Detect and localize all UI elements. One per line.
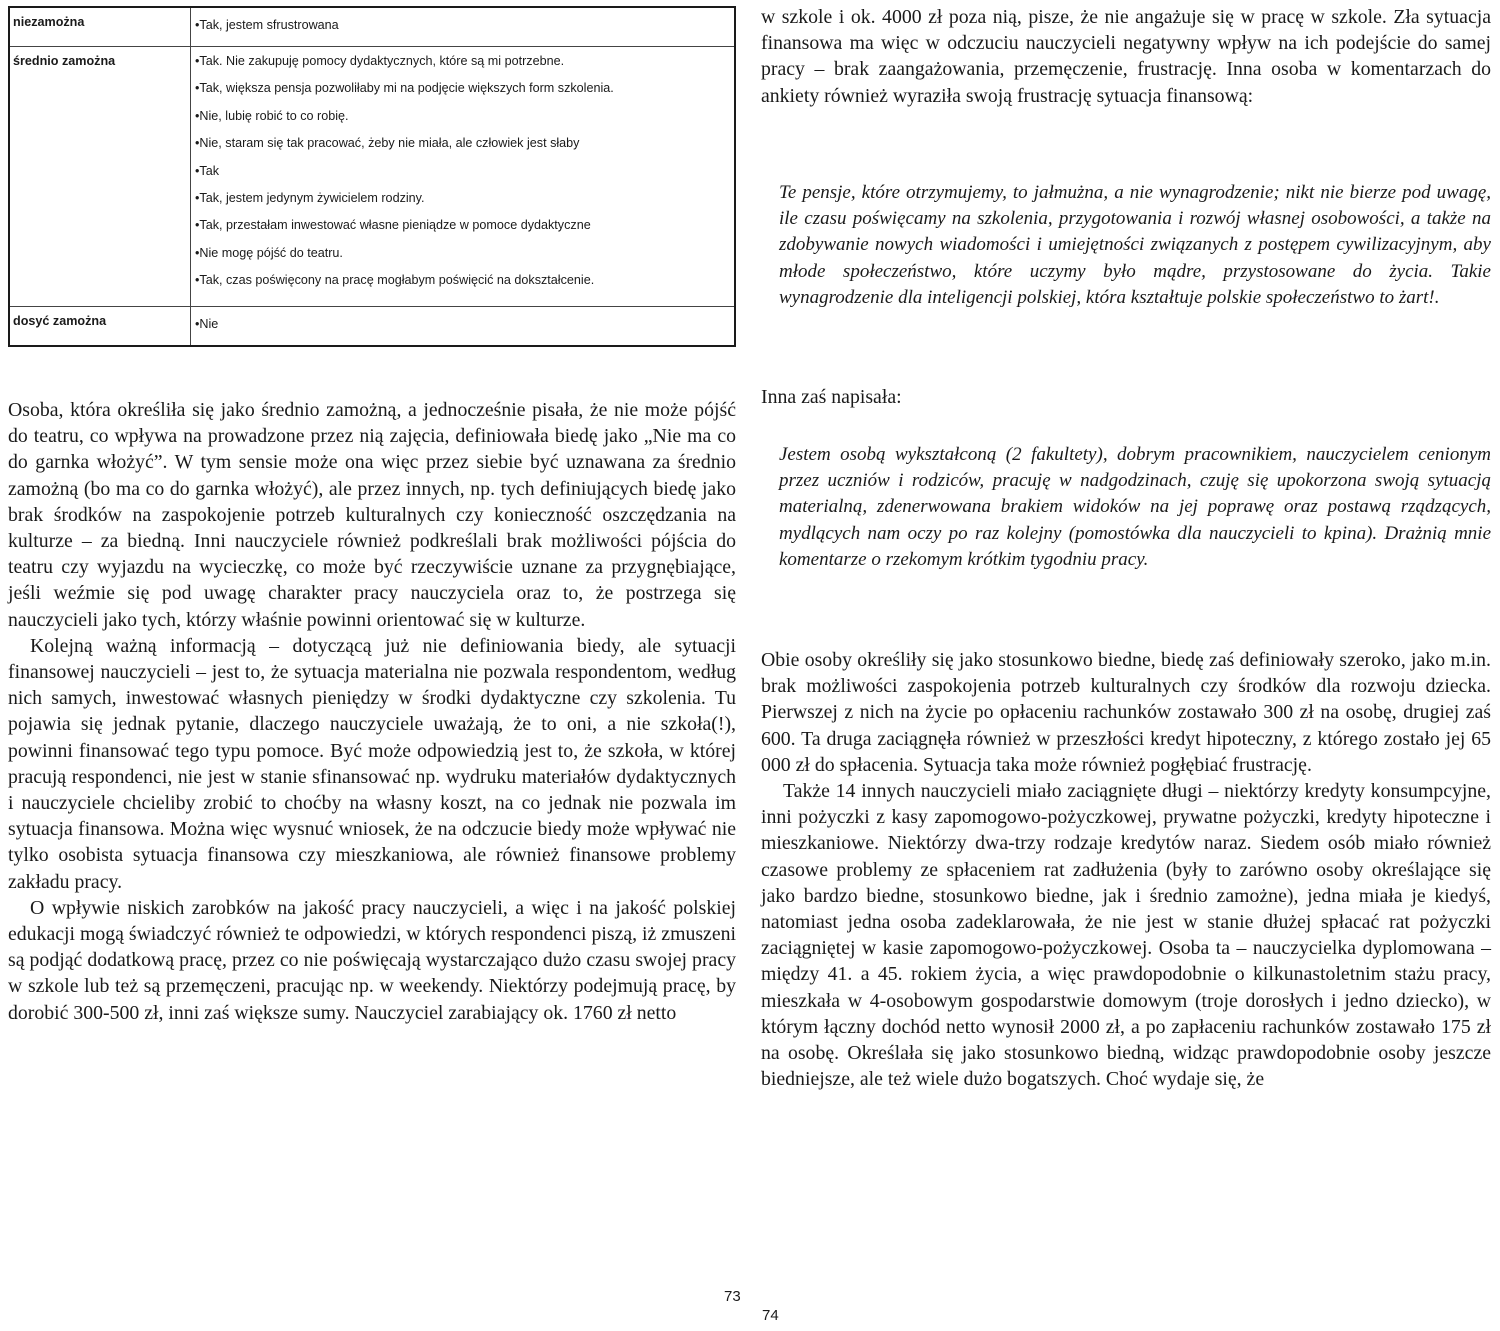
paragraph-text: O wpływie niskich zarobków na jakość pracy nauczycieli, a więc i na jakość polskiej edukacji mogą świadczyć również te odpowiedzi, w których respondenci piszą, iż zmuszeni są podjąć dodatkową pracę, przez co nie poświęcają wystarczająco dużo czasu swojej pracy w szkole lub też są przemęczeni, pracując np. w weekendy. Niektórzy podejmują pracę, by dorobić 300-500 zł, inni zaś większe sumy. Nauczyciel zarabiający ok. 1760 zł netto bbox=[8, 896, 736, 1024]
table-row bbox=[9, 47, 735, 307]
answers-cell bbox=[191, 47, 736, 307]
paragraph: Osoba, która określiła się jako średnio zamożną, a jednocześnie pisała, że nie może pójść do teatru, co wpływa na prowadzone przez nią zajęcia, definiowała biedę jako „Nie ma co do garnka włożyć”. W tym sensie może ona więc przez siebie być uznawana za średnio zamożną (bo ma co do garnka włożyć), ale przez innych, np. tych definiujących biedę jako brak środków na zaspokojenie potrzeb kulturalnych czy konieczność oszczędzania na kulturze – za biedną. Inni nauczyciele również podkreślali brak możliwości pójścia do teatru czy wyjazdu na wycieczkę, co może być rzeczywiście uznane za przygnębiające, jeśli weźmie się pod uwagę charakter pracy nauczyciela oraz to, że postrzega się nauczycieli jako tych, którzy właśnie powinni orientować się w kulturze. bbox=[8, 399, 736, 631]
paragraph-text: Kolejną ważną informacją – dotyczącą już nie definiowania biedy, ale sytuacji finansowej nauczycieli – jest to, że sytuacja materialna nie pozwala respondentom, według nich samych, inwestować własnych pieniędzy w środki dydaktyczne czy szkolenia. Tu pojawia się jednak pytanie, dlaczego nauczyciele uważają, że to oni, a nie szkoła(!), powinni finansować tego typu pomoce. Być może odpowiedzią jest to, że szkoła, w której pracują respondenci, nie jest w stanie sfinansować np. wydruku materiałów dydaktycznych i nauczyciele chcieliby zrobić to choćby na własny koszt, na co jednak nie pozwala im sytuacja finansowa. Można więc wysnuć wniosek, że na odczucie biedy może wpływać nie tylko osobista sytuacja finansowa czy mieszkaniowa, ale również finansowe problemy zakładu pracy. bbox=[8, 634, 736, 893]
answers-cell bbox=[191, 7, 736, 47]
category-cell: niezamożna bbox=[9, 7, 191, 47]
paragraph bbox=[761, 778, 1491, 1092]
right-page bbox=[761, 0, 1491, 1331]
quote-text: Jestem osobą wykształconą (2 fakultety), dobrym pracownikiem, nauczycielem cenionym przez uczniów i rodziców, pracuję w nadgodzinach, czuję się upokorzona swoją sytuacją materialną, zdenerwowana brakiem widoków na jej poprawę oraz postawą rządzących, mydlących nam oczy po raz kolejny (pomostówka dla nauczycieli to kpina). Drażnią mnie komentarze o rzekomym krótkim tygodniu pracy. bbox=[779, 444, 1491, 570]
quote-intro bbox=[761, 384, 1491, 410]
answer-item: •Tak, czas poświęcony na pracę mogłabym poświęcić na dokształcenie. bbox=[195, 273, 595, 288]
right-body-text bbox=[761, 647, 1491, 1092]
right-top-paragraph bbox=[761, 4, 1491, 109]
table-row bbox=[9, 7, 735, 47]
answer-item: •Tak. Nie zakupuję pomocy dydaktycznych, które są mi potrzebne. bbox=[195, 54, 565, 68]
answers-cell bbox=[191, 307, 736, 347]
answer-item: •Tak bbox=[195, 163, 220, 178]
paragraph bbox=[8, 895, 736, 1026]
block-quote bbox=[779, 442, 1491, 573]
answer-item: •Nie, staram się tak pracować, żeby nie miała, ale człowiek jest słaby bbox=[195, 136, 580, 151]
left-body-text bbox=[8, 397, 736, 1026]
answer-item: •Tak, jestem sfrustrowana bbox=[195, 18, 339, 32]
answer-item: •Nie mogę pójść do teatru. bbox=[195, 245, 343, 260]
category-cell: średnio zamożna bbox=[9, 47, 191, 307]
paragraph: Inna zaś napisała: bbox=[761, 386, 902, 408]
paragraph-text: Także 14 innych nauczycieli miało zaciągnięte długi – niektórzy kredyty konsumpcyjne, inni pożyczki z kasy zapomogowo-pożyczkowej, prywatne pożyczki, kredyty hipoteczne i mieszkaniowe. Niektórzy dwa-trzy rodzaje kredytów naraz. Siedem osób miało również czasowe problemy ze spłaceniem rat zadłużenia (były to zarówno osoby określające się jako bardzo biedne, stosunkowo biedne, jak i średnio zamożne), jedna miała je kiedyś, natomiast jedna osoba zadeklarowała, że nie jest w stanie dłużej spłacać rat pożyczki zaciągniętej w kasie zapomogowo-pożyczkowej. Osoba ta – nauczycielka dyplomowana – między 41. a 45. rokiem życia, a więc prawdopodobnie o kilkunastoletnim stażu pracy, mieszkała w 4-osobowym gospodarstwie domowym (troje dorosłych i jedno dziecko), w którym łączny dochód netto wynosił 2000 zł, a po zapłaceniu rachunków zostawało 175 zł na osobę. Określała się jako stosunkowo biedną, widząc prawdopodobnie osoby jeszcze biedniejsze, ale też wiele dużo bogatszych. Choć wydaje się, że bbox=[761, 780, 1491, 1091]
answer-item: •Tak, przestałam inwestować własne pieniądze w pomoce dydaktyczne bbox=[195, 218, 591, 233]
page-number-left: 73 bbox=[724, 1288, 741, 1305]
table-row bbox=[9, 307, 735, 347]
answer-item: •Nie, lubię robić to co robię. bbox=[195, 108, 349, 123]
block-quote bbox=[779, 180, 1491, 311]
answer-item: •Nie bbox=[195, 317, 219, 331]
quote-text: Te pensje, które otrzymujemy, to jałmużna, a nie wynagrodzenie; nikt nie bierze pod uwagę, ile czasu poświęcamy na szkolenia, przygotowania i rozwój własnej osobowości, a także na zdobywanie nowych wiadomości i umiejętności związanych z postępem cywilizacyjnym, aby młode społeczeństwo, które uczymy było mądre, przystosowane do życia. Takie wynagrodzenie dla inteligencji polskiej, która kształtuje polskie społeczeństwo to żart!. bbox=[779, 182, 1491, 308]
answer-item: •Tak, jestem jedynym żywicielem rodziny. bbox=[195, 190, 425, 205]
category-cell: dosyć zamożna bbox=[9, 307, 191, 347]
paragraph: w szkole i ok. 4000 zł poza nią, pisze, że nie angażuje się w pracę w szkole. Zła sytuacja finansowa ma więc w odczuciu nauczycieli negatywny wpływ na ich podejście do samej pracy – brak zaangażowania, przemęczenie, frustrację. Inna osoba w komentarzach do ankiety również wyraziła swoją frustrację sytuacja finansową: bbox=[761, 6, 1491, 107]
paragraph: Obie osoby określiły się jako stosunkowo biedne, biedę zaś definiowały szeroko, jako m.in. brak możliwości zaspokojenia potrzeb kulturalnych czy środków dla rozwoju dziecka. Pierwszej z nich na życie po opłaceniu rachunków zostawało 300 zł na osobę, drugiej zaś 600. Ta druga zaciągnęła również w przeszłości kredyt hipoteczny, z którego zostało jej 65 000 zł do spłacenia. Sytuacja taka może również pogłębiać frustrację. bbox=[761, 649, 1491, 776]
left-page bbox=[8, 0, 736, 1331]
responses-table bbox=[8, 6, 736, 347]
page-number-right: 74 bbox=[762, 1307, 779, 1324]
answer-item: •Tak, większa pensja pozwoliłaby mi na podjęcie większych form szkolenia. bbox=[195, 81, 614, 96]
paragraph bbox=[8, 633, 736, 895]
